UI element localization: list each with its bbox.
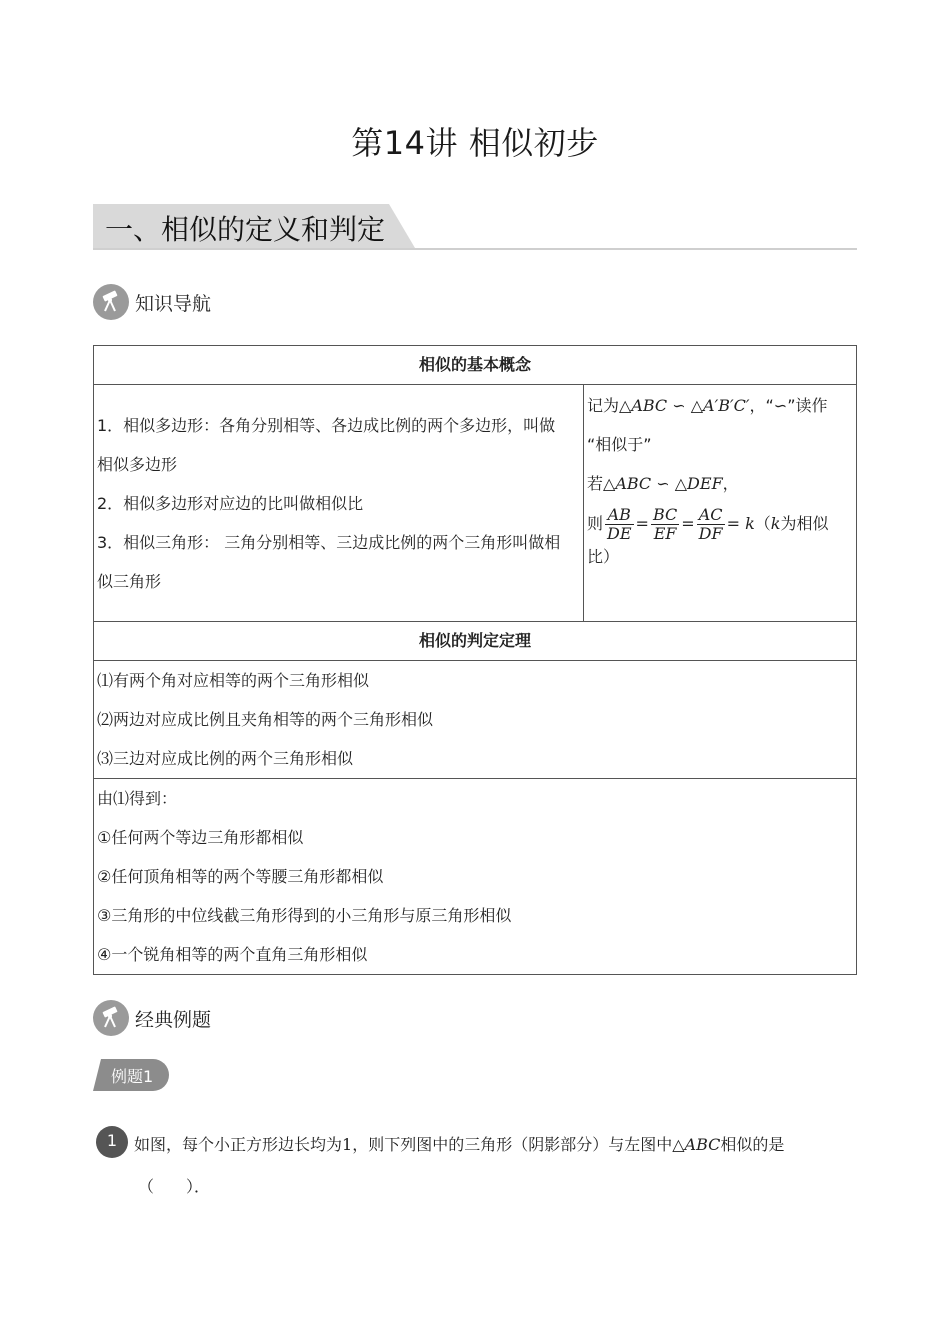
examples-heading — [93, 1000, 211, 1036]
notation-line: “相似于” — [587, 435, 652, 454]
corollary-intro: 由⑴得到： — [97, 789, 178, 808]
equals-sign: = — [635, 514, 649, 533]
corollaries-cell — [94, 779, 857, 975]
example-tag-label: 例题1 — [111, 1067, 154, 1086]
question-text-part: 如图，每个小正方形边长均为 — [134, 1135, 343, 1154]
theorem-item: ⑶三边对应成比例的两个三角形相似 — [97, 749, 354, 768]
notation-text: （ — [754, 514, 771, 533]
equals-sign: = — [681, 514, 695, 533]
corollary-item: ③三角形的中位线截三角形得到的小三角形与原三角形相似 — [97, 906, 512, 925]
notation-text: 记为 — [587, 396, 620, 415]
similarity-expression: △ABC ∽ △A′B′C′ — [619, 396, 750, 415]
concept-cell — [94, 385, 584, 622]
ratio-line — [587, 503, 853, 545]
concept-line: 3．相似三角形： 三角分别相等、三边成比例的两个三角形叫做相 — [97, 533, 561, 552]
concept-line: 1．相似多边形：各角分别相等、各边成比例的两个多边形，叫做 — [97, 416, 556, 435]
question-text — [134, 1132, 784, 1155]
question-text-part: 相似的是 — [720, 1135, 785, 1154]
knowledge-nav-heading — [93, 284, 211, 320]
knowledge-table — [93, 345, 857, 975]
notation-text: 则 — [587, 514, 604, 533]
theorem-item: ⑵两边对应成比例且夹角相等的两个三角形相似 — [97, 710, 434, 729]
fraction-numerator: AB — [605, 506, 634, 525]
theorem-item: ⑴有两个角对应相等的两个三角形相似 — [97, 671, 370, 690]
fraction-ab-de — [605, 506, 634, 543]
notation-text: 为相似 — [780, 514, 829, 533]
telescope-icon — [93, 1000, 129, 1036]
corollary-item: ④一个锐角相等的两个直角三角形相似 — [97, 945, 368, 964]
theorems-cell — [94, 661, 857, 779]
section-header — [93, 204, 857, 250]
example-tag — [93, 1059, 169, 1091]
notation-line — [587, 464, 853, 503]
notation-line — [587, 386, 853, 425]
page-title: 第14讲 相似初步 — [351, 124, 599, 162]
table-header-basic: 相似的基本概念 — [94, 346, 857, 385]
notation-text: ， — [722, 474, 739, 493]
question-math: △ABC — [672, 1135, 721, 1154]
corollary-item: ②任何顶角相等的两个等腰三角形都相似 — [97, 867, 384, 886]
concept-line: 2．相似多边形对应边的比叫做相似比 — [97, 494, 364, 513]
fraction-bc-ef — [651, 506, 679, 543]
k-expression: = k — [726, 514, 755, 533]
table-header-theorems: 相似的判定定理 — [94, 622, 857, 661]
fraction-denominator: DF — [698, 524, 723, 543]
notation-cell — [584, 385, 857, 622]
heading-text: 经典例题 — [135, 1008, 212, 1031]
notation-text: 若 — [587, 474, 604, 493]
fraction-denominator: EF — [653, 524, 677, 543]
notation-text: ，“∽”读作 — [749, 396, 828, 415]
section-divider — [93, 248, 857, 250]
question-text-part: ，则下列图中的三角形（阴影部分）与左图中 — [352, 1135, 673, 1154]
question-number-badge: 1 — [96, 1126, 128, 1158]
fraction-ac-df — [697, 506, 725, 543]
question-number-value: 1 — [342, 1135, 353, 1154]
fraction-numerator: BC — [652, 505, 678, 524]
heading-text: 知识导航 — [135, 292, 212, 315]
answer-blank: （ ）． — [138, 1177, 211, 1196]
similarity-expression: △ABC ∽ △DEF — [603, 474, 723, 493]
concept-line: 似三角形 — [97, 572, 162, 591]
telescope-icon — [93, 284, 129, 320]
fraction-denominator: DE — [607, 524, 632, 543]
fraction-numerator: AC — [697, 506, 725, 525]
k-variable: k — [770, 514, 781, 533]
corollary-item: ①任何两个等边三角形都相似 — [97, 828, 304, 847]
concept-line: 相似多边形 — [97, 455, 178, 474]
section-title: 一、相似的定义和判定 — [105, 213, 386, 246]
notation-line: 比） — [587, 547, 620, 566]
